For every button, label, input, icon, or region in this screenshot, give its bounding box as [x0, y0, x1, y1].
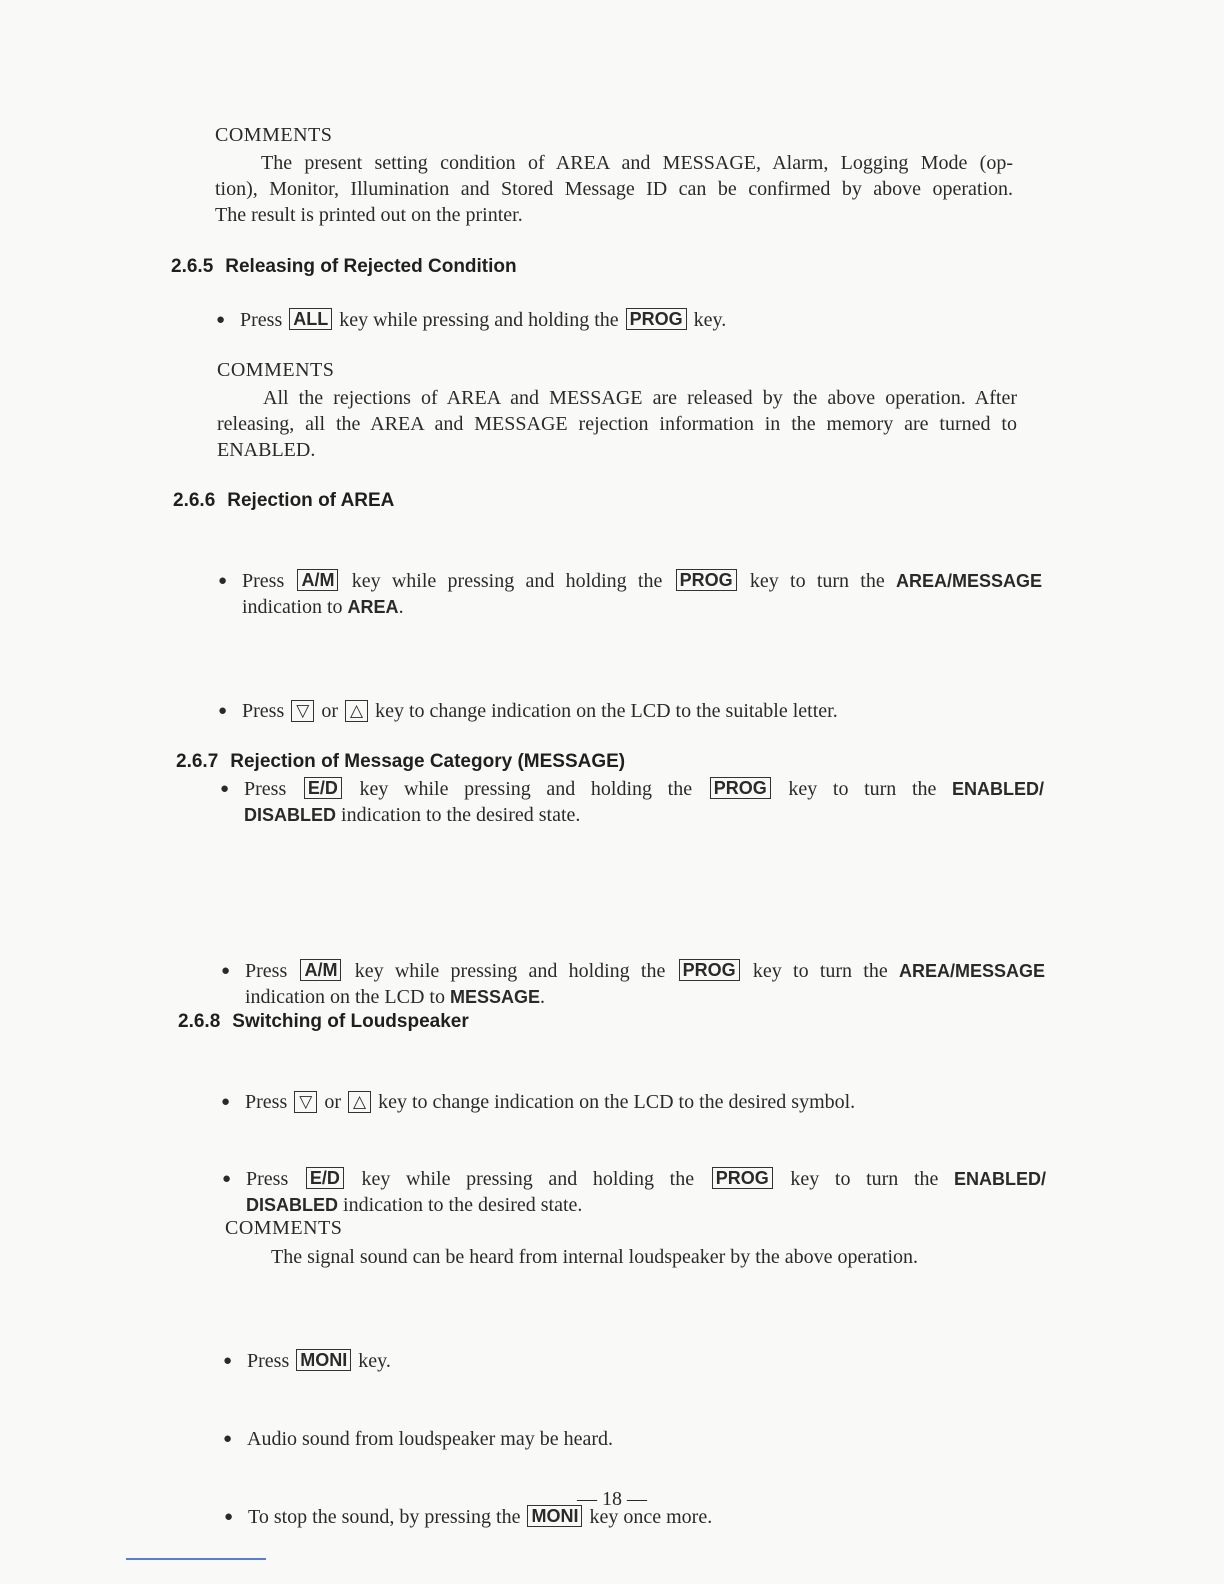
text: key to change indication on the LCD to the suitable letter. [375, 700, 838, 722]
section-title: Rejection of AREA [227, 490, 395, 511]
section-title: Switching of Loudspeaker [232, 1011, 469, 1032]
text: key. [358, 1350, 391, 1372]
text: indication to the desired state. [341, 804, 581, 826]
bullet-item: ● Press A/M key while pressing and holding the PROG key to turn the AREA/MESSAGE indication on the LCD to MESSAGE. [221, 958, 1045, 1010]
text: key. [693, 309, 727, 331]
intro-comment [215, 150, 1013, 228]
text-press: Press [240, 309, 283, 331]
bold-term: ENABLED/ [952, 779, 1045, 799]
text: key while pressing and holding the [351, 570, 663, 592]
text: key while pressing and holding the [359, 778, 693, 800]
prog-key: PROG [712, 1167, 773, 1189]
text: key to turn the [752, 960, 888, 982]
section-number: 2.6.6 [173, 490, 216, 511]
text-press: Press [244, 778, 287, 800]
text: To stop the sound, by pressing the [248, 1506, 521, 1528]
section-number: 2.6.7 [176, 751, 219, 772]
down-arrow-key: ▽ [294, 1091, 317, 1113]
comment-line-1: The signal sound can be heard from internal loudspeaker by the above operation. [271, 1246, 919, 1268]
prog-key: PROG [679, 959, 740, 981]
section-heading-2-6-7 [176, 751, 625, 773]
section-heading-2-6-5 [171, 256, 517, 278]
bold-term: DISABLED [246, 1195, 339, 1215]
section-number: 2.6.5 [171, 256, 214, 277]
text: indication to the desired state. [343, 1194, 583, 1216]
intro-line-3: The result is printed out on the printer. [215, 204, 523, 226]
text: key to turn the [790, 1168, 939, 1190]
text: key to turn the [788, 778, 937, 800]
all-key: ALL [289, 308, 332, 330]
text-press: Press [246, 1168, 289, 1190]
comments-label: COMMENTS [225, 1217, 343, 1239]
bullet-item [216, 307, 1224, 333]
text: key while pressing and holding the [361, 1168, 695, 1190]
bold-term: ENABLED/ [954, 1169, 1047, 1189]
comment-line-1: All the rejections of AREA and MESSAGE are released by the above operation. After [263, 387, 1017, 409]
bold-term: AREA/MESSAGE [898, 961, 1045, 981]
text: indication to [242, 596, 343, 618]
comment-line-2: releasing, all the AREA and MESSAGE rejection information in the memory are turned to [217, 413, 1017, 435]
text-press: Press [245, 960, 288, 982]
bullet-item: ● Press A/M key while pressing and holding the PROG key to turn the AREA/MESSAGE indication to AREA. [218, 568, 1042, 620]
text: or [321, 700, 338, 722]
bullet-item [221, 1089, 1224, 1115]
down-arrow-key: ▽ [291, 700, 314, 722]
prog-key: PROG [626, 308, 687, 330]
text-press: Press [247, 1350, 290, 1372]
up-arrow-key: △ [348, 1091, 371, 1113]
section-number: 2.6.8 [178, 1011, 221, 1032]
text: Audio sound from loudspeaker may be heard. [247, 1428, 614, 1450]
section-heading-2-6-8 [178, 1011, 469, 1033]
bold-term: AREA [347, 597, 399, 617]
text: key while pressing and holding the [354, 960, 666, 982]
text-press: Press [242, 570, 285, 592]
bullet-item [223, 1426, 1224, 1452]
bullet-item [220, 776, 1044, 828]
moni-key: MONI [296, 1349, 351, 1371]
text: key to change indication on the LCD to the desired symbol. [378, 1091, 856, 1113]
section-title: Releasing of Rejected Condition [225, 256, 517, 277]
up-arrow-key: △ [345, 700, 368, 722]
text-press: Press [245, 1091, 288, 1113]
page-number: — 18 — [577, 1488, 647, 1510]
footer-rule [126, 1558, 266, 1560]
bullet-item [223, 1348, 1224, 1374]
text: or [324, 1091, 341, 1113]
section-title: Rejection of Message Category (MESSAGE) [230, 751, 626, 772]
text: key to turn the [749, 570, 885, 592]
text: indication on the LCD to [245, 986, 445, 1008]
bullet-item [222, 1166, 1046, 1218]
am-key: A/M [300, 959, 341, 981]
comments-label: COMMENTS [215, 124, 333, 146]
ed-key: E/D [304, 777, 342, 799]
am-key: A/M [297, 569, 338, 591]
comment-line-3: ENABLED. [217, 439, 316, 461]
intro-line-2: tion), Monitor, Illumination and Stored Message ID can be confirmed by above operation. [215, 178, 1013, 200]
ed-key: E/D [306, 1167, 344, 1189]
bullet-item [218, 698, 1224, 724]
text: key once more. [589, 1506, 713, 1528]
bold-term: MESSAGE [449, 987, 541, 1007]
bold-term: DISABLED [244, 805, 337, 825]
text: key while pressing and holding the [339, 309, 619, 331]
prog-key: PROG [710, 777, 771, 799]
prog-key: PROG [676, 569, 737, 591]
moni-key: MONI [527, 1505, 582, 1527]
text-press: Press [242, 700, 285, 722]
section-heading-2-6-6 [173, 490, 394, 512]
comments-label: COMMENTS [217, 359, 335, 381]
section-comment [225, 1244, 1025, 1270]
intro-line-1: The present setting condition of AREA and MESSAGE, Alarm, Logging Mode (op- [261, 152, 1013, 174]
bold-term: AREA/MESSAGE [895, 571, 1042, 591]
section-comment [217, 385, 1017, 463]
